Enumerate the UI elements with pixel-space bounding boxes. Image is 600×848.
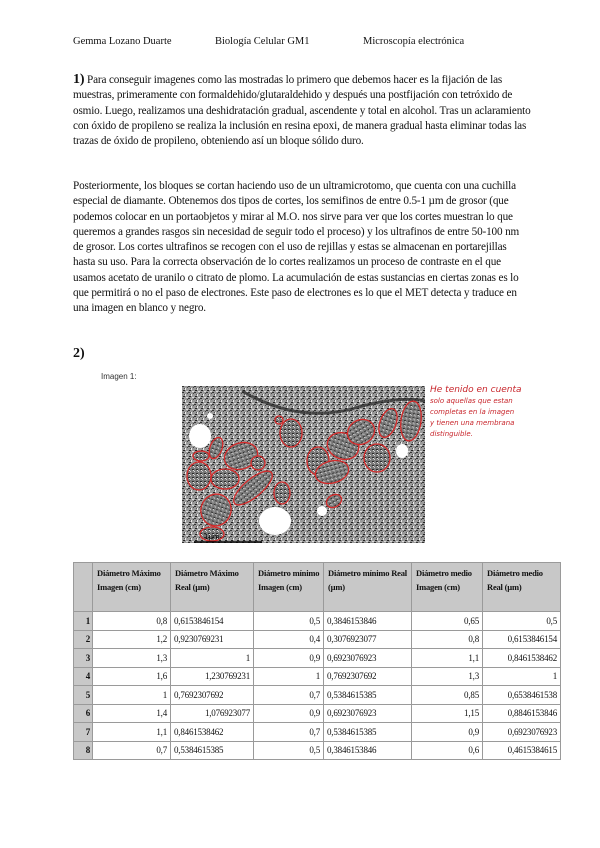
note-line-2: solo aquellas que estan — [430, 397, 513, 405]
cell: 1,076923077 — [171, 704, 254, 723]
cell: 0,7692307692 — [324, 667, 412, 686]
cell: 0,6923076923 — [324, 649, 412, 668]
table-row — [74, 741, 561, 760]
cell: 0,7692307692 — [171, 686, 254, 705]
cell: 0,5384615385 — [171, 741, 254, 760]
corner-cell — [74, 563, 93, 612]
question-number-1: 1) — [73, 72, 85, 87]
col-header: Diámetro mínimo Imagen (cm) — [254, 563, 324, 612]
table-row — [74, 704, 561, 723]
table-row — [74, 686, 561, 705]
note-line-1: He tenido en cuenta — [430, 385, 522, 395]
image-caption: Imagen 1: — [101, 372, 137, 381]
cell: 0,5 — [254, 612, 324, 631]
cell: 1,6 — [93, 667, 171, 686]
answer-1-paragraph-2: Posteriormente, los bloques se cortan haciendo uso de un ultramicrotomo, que cuenta con una cuchilla especial de diamante. Obtenemos dos tipos de cortes, los semifinos de entre 0.5-1 µm de grosor (que podemos colocar en un portaobjetos y mirar al M.O. nos sirve para ver que los cortes muestran lo que queremos a grandes rasgos sin necesidad de seguir todo el proceso) y los ultrafinos de entre 50-100 nm de grosor. Los cortes ultrafinos se recogen con el uso de rejillas y estas se almacenan en portarejillas hasta su uso. Para la correcta observación de lo cortes realizamos un proceso de contraste en el que usamos acetato de uranilo o citrato de plomo. La acumulación de estas sustancias en ciertas zonas es lo que permitirá o no el paso de electrones. Este paso de electrones es lo que el MET detecta y traduce en una imagen en blanco y negro. — [73, 180, 520, 315]
col-header: Diámetro Máximo Real (µm) — [171, 563, 254, 612]
cell: 0,5 — [254, 741, 324, 760]
col-header: Diámetro Máximo Imagen (cm) — [93, 563, 171, 612]
cell: 0,6923076923 — [483, 723, 561, 742]
cell: 1,15 — [412, 704, 483, 723]
row-number: 5 — [74, 686, 93, 705]
cell: 0,4 — [254, 630, 324, 649]
col-header: Diámetro medio Real (µm) — [483, 563, 561, 612]
note-line-3: completas en la imagen — [430, 408, 515, 416]
cell: 0,9 — [254, 704, 324, 723]
topic-title: Microscopía electrónica — [363, 36, 465, 47]
table-row — [74, 630, 561, 649]
row-number: 2 — [74, 630, 93, 649]
answer-1-paragraph-1 — [73, 72, 531, 149]
cell: 1,3 — [412, 667, 483, 686]
cell: 0,7 — [254, 686, 324, 705]
row-number: 7 — [74, 723, 93, 742]
row-number: 3 — [74, 649, 93, 668]
table-row — [74, 649, 561, 668]
table-row — [74, 723, 561, 742]
cell: 1,3 — [93, 649, 171, 668]
cell: 0,8846153846 — [483, 704, 561, 723]
cell: 1 — [93, 686, 171, 705]
row-number: 6 — [74, 704, 93, 723]
cell: 1 — [171, 649, 254, 668]
cell: 0,3076923077 — [324, 630, 412, 649]
cell: 0,3846153846 — [324, 612, 412, 631]
table-header-row — [74, 563, 561, 612]
cell: 0,6538461538 — [483, 686, 561, 705]
answer-1-text: Para conseguir imagenes como las mostradas lo primero que debemos hacer es la fijación de las muestras, primeramente con formaldehido/glutaraldehido y después una postfijación con tetróxido de osmio. Luego, realizamos una deshidratación gradual, ascendente y total en alcohol. Tras un aclaramiento con óxido de propileno se realiza la inclusión en resina epoxi, de manera gradual hasta eliminar todas las trazas de óxido de propileno, obteniendo así un bloque sólido duro. — [73, 74, 531, 148]
note-line-5: distinguible. — [430, 430, 473, 438]
cell: 0,8 — [93, 612, 171, 631]
cell: 0,6923076923 — [324, 704, 412, 723]
row-number: 1 — [74, 612, 93, 631]
cell: 0,6153846154 — [483, 630, 561, 649]
col-header: Diámetro medio Imagen (cm) — [412, 563, 483, 612]
cell: 1,2 — [93, 630, 171, 649]
cell: 0,8461538462 — [483, 649, 561, 668]
handwritten-note — [430, 385, 530, 440]
cell: 0,65 — [412, 612, 483, 631]
cell: 0,7 — [93, 741, 171, 760]
page-header — [73, 36, 543, 52]
question-number-2: 2) — [73, 346, 85, 361]
cell: 1,230769231 — [171, 667, 254, 686]
cell: 0,6153846154 — [171, 612, 254, 631]
cell: 1,1 — [412, 649, 483, 668]
row-number: 8 — [74, 741, 93, 760]
cell: 0,5384615385 — [324, 686, 412, 705]
electron-micrograph — [182, 386, 425, 543]
course-name: Biología Celular GM1 — [215, 36, 310, 47]
cell: 0,85 — [412, 686, 483, 705]
scale-bar-label: 1µm — [204, 533, 220, 541]
cell: 0,5384615385 — [324, 723, 412, 742]
cell: 0,7 — [254, 723, 324, 742]
table-row — [74, 612, 561, 631]
cell: 0,9230769231 — [171, 630, 254, 649]
cell: 1 — [483, 667, 561, 686]
diameter-table — [73, 562, 561, 760]
cell: 0,6 — [412, 741, 483, 760]
cell: 0,8 — [412, 630, 483, 649]
row-number: 4 — [74, 667, 93, 686]
note-line-4: y tienen una membrana — [430, 419, 515, 427]
cell: 0,9 — [412, 723, 483, 742]
author-name: Gemma Lozano Duarte — [73, 36, 172, 47]
cell: 0,8461538462 — [171, 723, 254, 742]
cell: 0,4615384615 — [483, 741, 561, 760]
cell: 0,5 — [483, 612, 561, 631]
col-header: Diámetro mínimo Real (µm) — [324, 563, 412, 612]
table-row — [74, 667, 561, 686]
cell: 0,9 — [254, 649, 324, 668]
cell: 1,1 — [93, 723, 171, 742]
cell: 0,3846153846 — [324, 741, 412, 760]
cell: 1 — [254, 667, 324, 686]
cell: 1,4 — [93, 704, 171, 723]
